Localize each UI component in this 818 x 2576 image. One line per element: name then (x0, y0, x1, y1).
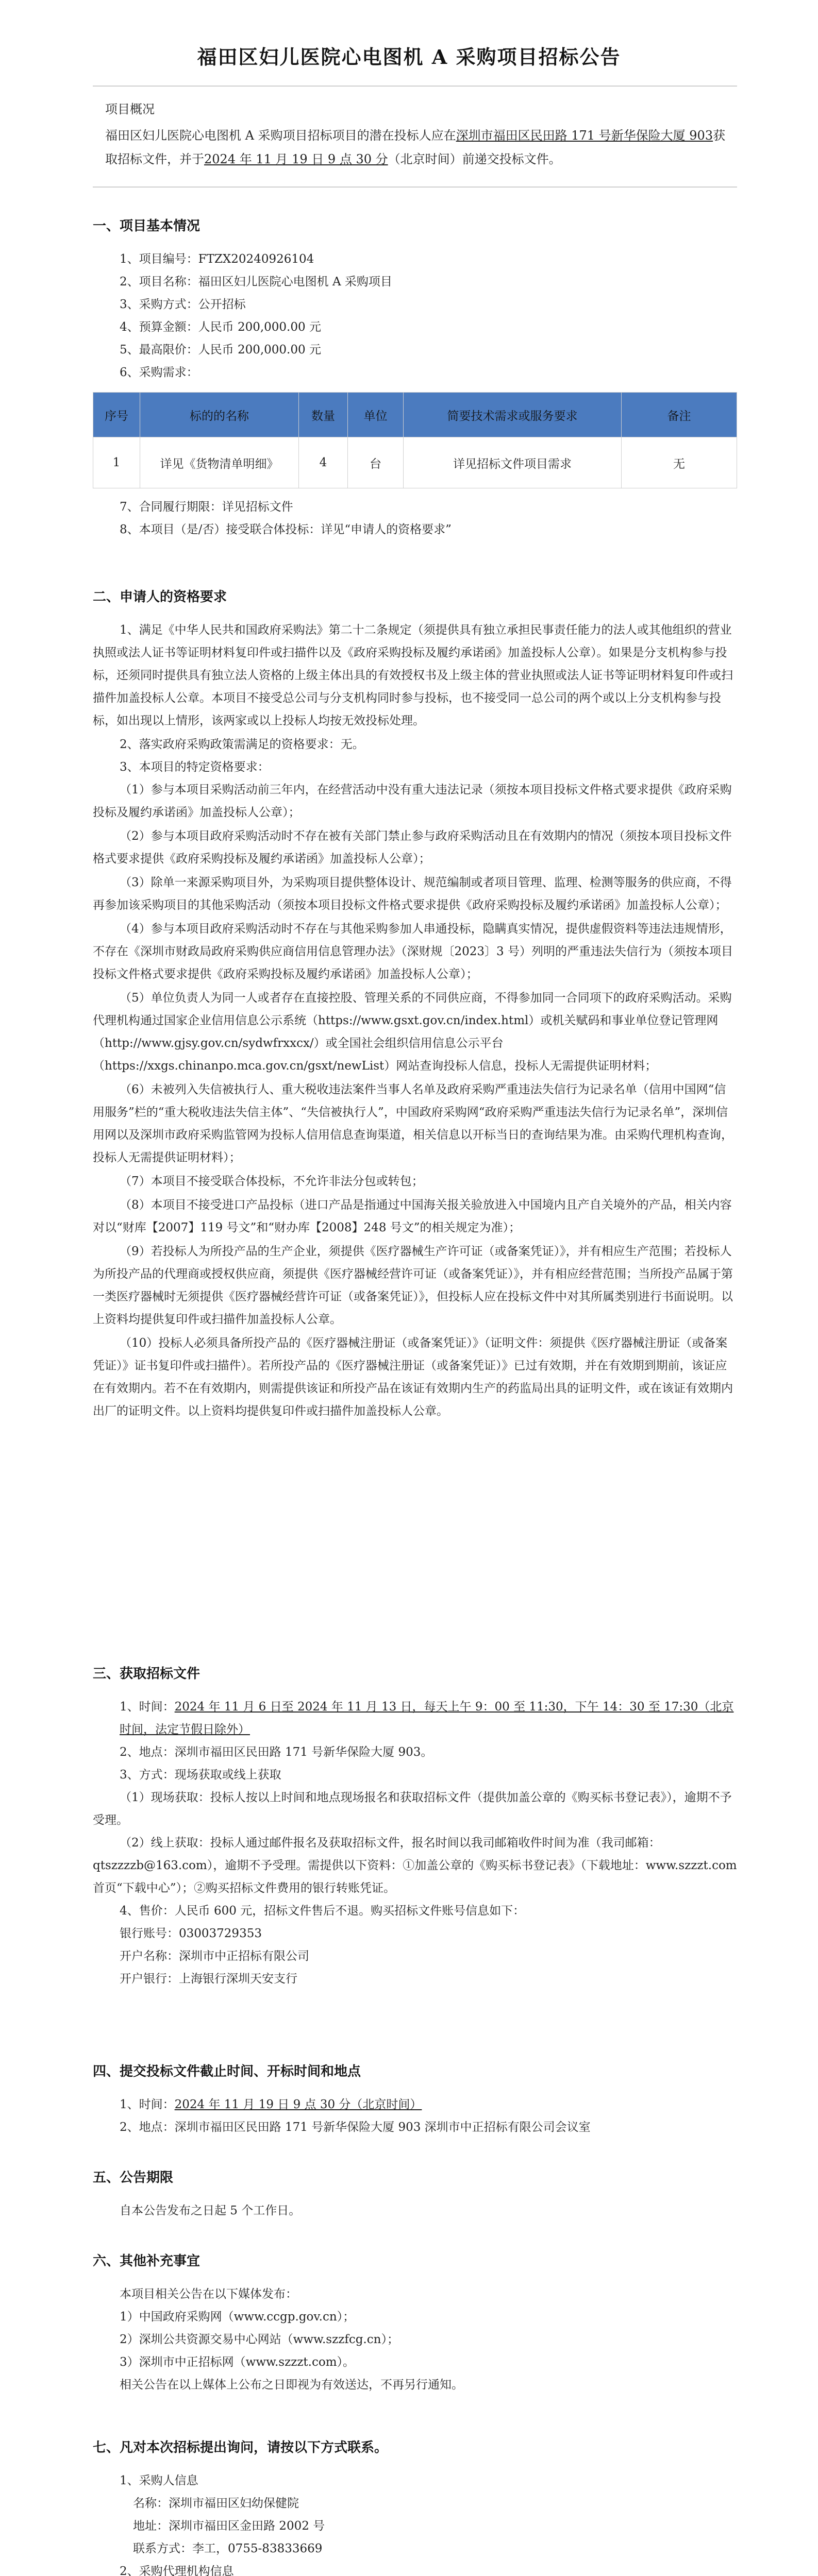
info-line: 3、采购方式：公开招标 (120, 298, 246, 311)
overview-deadline: 2024 年 11 月 19 日 9 点 30 分 (204, 152, 388, 166)
table-cell: 台 (348, 437, 404, 488)
procurement-table (93, 392, 737, 488)
time-label: 1、时间： (120, 1700, 175, 1714)
section-other-matters (93, 2250, 737, 2396)
table-cell: 详见《货物清单明细》 (140, 437, 299, 488)
project-overview-box (93, 86, 737, 188)
section-obtain-documents (93, 1663, 737, 1990)
info-line: 1、项目编号：FTZX20240926104 (120, 252, 314, 266)
table-cell: 4 (299, 437, 348, 488)
overview-text-c: 获取招标文件，并于 (105, 128, 726, 166)
contact-line: 联系方式：李工，0755-83833669 (133, 2542, 323, 2555)
contact-subheading: 1、采购人信息 (120, 2474, 198, 2487)
section-basic-info (93, 215, 737, 541)
section-title: 七、凡对本次招标提出询问，请按以下方式联系。 (93, 2440, 388, 2455)
time-line (93, 1696, 737, 1741)
overview-text-a: 福田区妇儿医院心电图机 A 采购项目招标项目的潜在投标人应在 (105, 128, 456, 143)
bank-account: 银行账号：03003729353 (120, 1927, 262, 1940)
table-cell: 无 (622, 437, 737, 488)
qualification-item: （10）投标人必须具备所投产品的《医疗器械注册证（或备案凭证）》（证明文件：须提供《医疗器械注册证（或备案凭证）》证书复印件或扫描件）。若所投产品的《医疗器械注册证（或备案凭证）》已过有效期，并在有效期到期前，该证应在有效期内。若不在有效期内，则需提供该证和所投产品在该证有效期内生产的药监局出具的证明文件，或在该证有效期内出厂的证明文件。以上资料均提供复印件或扫描件加盖投标人公章。 (93, 1336, 733, 1418)
table-header: 备注 (622, 393, 737, 437)
location-line: 2、地点：深圳市福田区民田路 171 号新华保险大厦 903 深圳市中正招标有限公司会议室 (120, 2121, 591, 2134)
overview-heading: 项目概况 (105, 102, 155, 116)
paragraph: 3、本项目的特定资格要求： (120, 760, 270, 774)
qualification-item: （6）未被列入失信被执行人、重大税收违法案件当事人名单及政府采购严重违法失信行为记录名单（信用中国网“信用服务”栏的“重大税收违法失信主体”、“失信被执行人”，中国政府采购网“政府采购严重违法失信行为记录名单”，深圳信用网以及深圳市政府采购监管网为投标人信用信息查询渠道，相关信息以开标当日的查询结果为准。由采购代理机构查询，投标人无需提供证明材料）； (93, 1083, 733, 1164)
section-deadline-opening (93, 2061, 737, 2139)
qualification-item: （8）本项目不接受进口产品投标（进口产品是指通过中国海关报关验放进入中国境内且产自关境外的产品，相关内容对以“财库【2007】119 号文”和“财办库【2008】248 号文”的相关规定为准）； (93, 1198, 732, 1234)
overview-address: 深圳市福田区民田路 171 号新华保险大厦 903 (456, 128, 713, 143)
table-header-row (93, 393, 737, 437)
media-line: 3）深圳市中正招标网（www.szzzt.com）。 (120, 2355, 355, 2369)
table-cell: 1 (93, 437, 140, 488)
section-title: 六、其他补充事宜 (93, 2253, 201, 2269)
info-line: 本项目相关公告在以下媒体发布： (120, 2287, 297, 2301)
info-line: （1）现场获取：投标人按以上时间和地点现场报名和获取招标文件（提供加盖公章的《购买标书登记表》），逾期不予受理。 (93, 1791, 732, 1827)
deadline-label: 1、时间： (120, 2098, 175, 2111)
deadline-value: 2024 年 11 月 19 日 9 点 30 分（北京时间） (174, 2098, 422, 2111)
info-line: 6、采购需求： (120, 366, 198, 379)
info-line: 2、项目名称：福田区妇儿医院心电图机 A 采购项目 (120, 275, 392, 289)
section-title: 五、公告期限 (93, 2170, 174, 2185)
section-title: 四、提交投标文件截止时间、开标时间和地点 (93, 2064, 361, 2079)
section-contacts (93, 2437, 737, 2576)
qualification-item: （2）参与本项目政府采购活动时不存在被有关部门禁止参与政府采购活动且在有效期内的情况（须按本项目投标文件格式要求提供《政府采购投标及履约承诺函》加盖投标人公章）； (93, 829, 732, 866)
bank-name: 开户银行：上海银行深圳天安支行 (120, 1972, 297, 1986)
info-line: 8、本项目（是/否）接受联合体投标：详见“申请人的资格要求” (120, 523, 452, 536)
paragraph: 2、落实政府采购政策需满足的资格要求：无。 (120, 738, 364, 751)
table-row (93, 437, 737, 488)
contact-line: 地址：深圳市福田区金田路 2002 号 (133, 2519, 325, 2533)
info-line: 4、预算金额：人民币 200,000.00 元 (120, 320, 321, 334)
qualification-item: （4）参与本项目政府采购活动时不存在与其他采购参加人串通投标，隐瞒真实情况，提供虚假资料等违法违规情形，不存在《深圳市财政局政府采购供应商信用信息管理办法》（深财规〔2023〕3 号）列明的严重违法失信行为（须按本项目投标文件格式要求提供《政府采购投标及履约承诺函》加盖投标人公章）； (93, 922, 733, 981)
table-header: 标的的名称 (140, 393, 299, 437)
table-header: 单位 (348, 393, 404, 437)
media-line: 1）中国政府采购网（www.ccgp.gov.cn）； (120, 2310, 355, 2324)
paragraph: 1、满足《中华人民共和国政府采购法》第二十二条规定（须提供具有独立承担民事责任能力的法人或其他组织的营业执照或法人证书等证明材料复印件或扫描件以及《政府采购投标及履约承诺函》加盖投标人公章）。如果是分支机构参与投标，还须同时提供具有独立法人资格的上级主体出具的有效授权书及上级主体的营业执照或法人证书等证明材料复印件或扫描件加盖投标人公章。本项目不接受总公司与分支机构同时参与投标，也不接受同一总公司的两个或以上分支机构参与投标，如出现以上情形，该两家或以上投标人均按无效投标处理。 (93, 623, 733, 727)
info-line: 相关公告在以上媒体上公布之日即视为有效送达，不再另行通知。 (120, 2378, 463, 2392)
qualification-item: （1）参与本项目采购活动前三年内，在经营活动中没有重大违法记录（须按本项目投标文件格式要求提供《政府采购投标及履约承诺函》加盖投标人公章）； (93, 783, 732, 819)
qualification-item: （7）本项目不接受联合体投标，不允许非法分包或转包； (120, 1175, 424, 1188)
section-title: 二、申请人的资格要求 (93, 589, 227, 605)
qualification-item: （5）单位负责人为同一人或者存在直接控股、管理关系的不同供应商，不得参加同一合同项下的政府采购活动。采购代理机构通过国家企业信用信息公示系统（https://www.gsxt.gov.cn/index.html）或机关赋码和事业单位登记管理网（http://www.gjsy.gov.cn/sydwfrxxcx/）或全国社会组织信用信息公示平台（https://xxgs.chinanpo.mca.gov.cn/gsxt/newList）网站查询投标人信息，投标人无需提供证明材料； (93, 991, 732, 1073)
table-cell: 详见招标文件项目需求 (404, 437, 622, 488)
page-title: 福田区妇儿医院心电图机 A 采购项目招标公告 (197, 45, 621, 69)
info-line: 4、售价：人民币 600 元，招标文件售后不退。购买招标文件账号信息如下： (120, 1904, 525, 1918)
table-header: 简要技术需求或服务要求 (404, 393, 622, 437)
info-line: 5、最高限价：人民币 200,000.00 元 (120, 343, 321, 357)
qualification-item: （3）除单一来源采购项目外，为采购项目提供整体设计、规范编制或者项目管理、监理、检测等服务的供应商，不得再参加该采购项目的其他采购活动（须按本项目投标文件格式要求提供《政府采购投标及履约承诺函》加盖投标人公章）； (93, 876, 732, 912)
table-header: 序号 (93, 393, 140, 437)
bank-account-name: 开户名称：深圳市中正招标有限公司 (120, 1950, 309, 1963)
contact-line: 名称：深圳市福田区妇幼保健院 (133, 2497, 299, 2510)
info-line: （2）线上获取：投标人通过邮件报名及获取招标文件，报名时间以我司邮箱收件时间为准（我司邮箱：qtszzzzb@163.com），逾期不予受理。需提供以下资料：①加盖公章的《购买标书登记表》（下载地址：www.szzzt.com 首页“下载中心”）；②购买招标文件费用的银行转账凭证。 (93, 1836, 737, 1895)
qualification-item: （9）若投标人为所投产品的生产企业，须提供《医疗器械生产许可证（或备案凭证）》，并有相应生产范围；若投标人为所投产品的代理商或授权供应商，须提供《医疗器械经营许可证（或备案凭证）》，并有相应经营范围；当所投产品属于第一类医疗器械时无须提供《医疗器械经营许可证（或备案凭证）》，但投标人应在投标文件中对其所属类别进行书面说明。以上资料均提供复印件或扫描件加盖投标人公章。 (93, 1245, 733, 1326)
deadline-line (93, 2093, 737, 2116)
paragraph: 自本公告发布之日起 5 个工作日。 (120, 2204, 301, 2217)
contact-subheading: 2、采购代理机构信息 (120, 2565, 234, 2576)
section-title: 三、获取招标文件 (93, 1666, 201, 1682)
info-line: 2、地点：深圳市福田区民田路 171 号新华保险大厦 903。 (120, 1745, 433, 1759)
section-notice-period (93, 2167, 737, 2222)
info-line: 7、合同履行期限：详见招标文件 (120, 500, 293, 514)
overview-text (105, 124, 729, 171)
time-value: 2024 年 11 月 6 日至 2024 年 11 月 13 日，每天上午 9：00 至 11:30，下午 14：30 至 17:30（北京时间，法定节假日除外） (120, 1700, 734, 1736)
info-line: 3、方式：现场获取或线上获取 (120, 1768, 281, 1782)
section-title: 一、项目基本情况 (93, 218, 201, 234)
media-line: 2）深圳公共资源交易中心网站（www.szzfcg.cn）； (120, 2333, 399, 2346)
table-header: 数量 (299, 393, 348, 437)
overview-text-e: （北京时间）前递交投标文件。 (388, 152, 561, 166)
section-qualifications (93, 586, 737, 1423)
